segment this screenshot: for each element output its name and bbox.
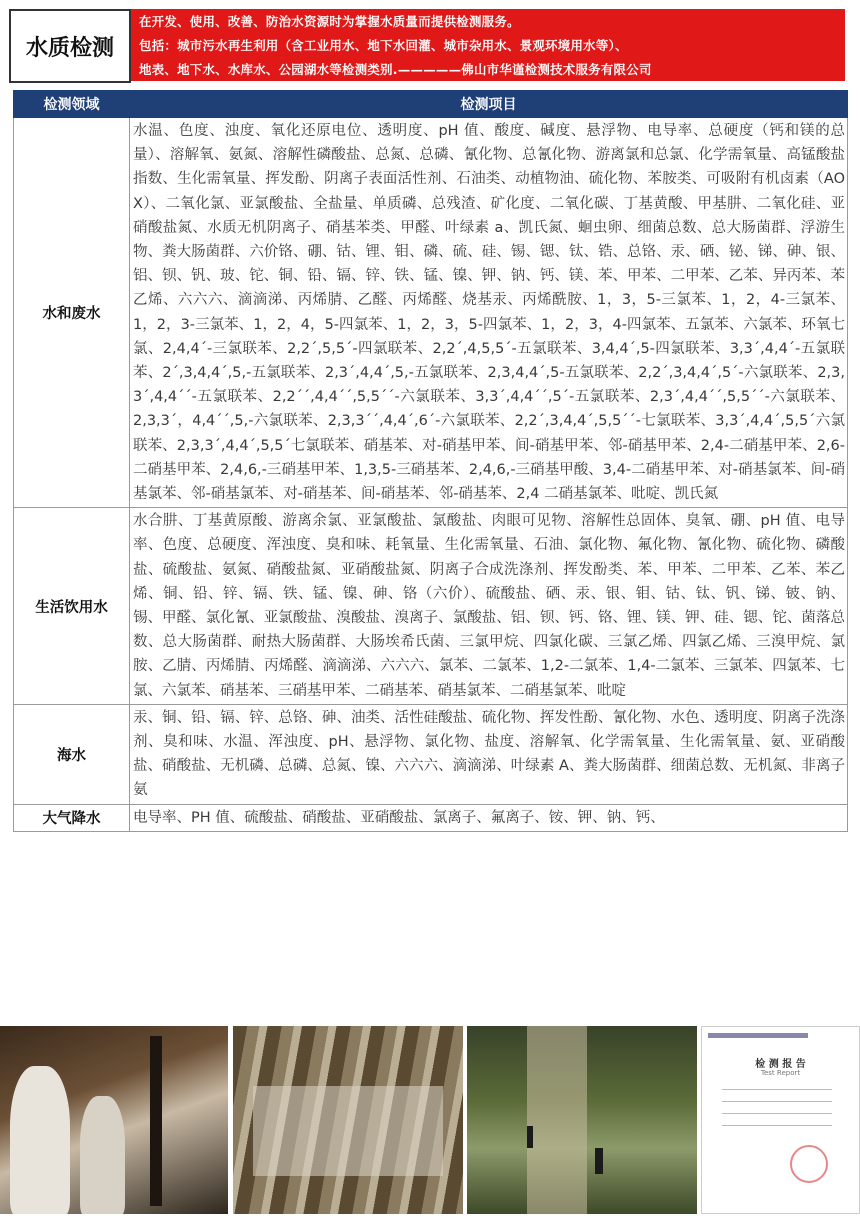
banner-line-2: 包括：城市污水再生利用（含工业用水、地下水回灌、城市杂用水、景观环境用水等）、 <box>139 38 628 53</box>
field-drinking-water: 生活饮用水 <box>14 508 130 705</box>
table-row <box>14 804 848 831</box>
table-row <box>14 704 848 804</box>
items-precipitation: 电导率、PH 值、硫酸盐、硝酸盐、亚硝酸盐、氯离子、氟离子、铵、钾、钠、钙、 <box>130 804 848 831</box>
lab-worker-figure <box>80 1096 125 1214</box>
testing-table <box>13 90 848 832</box>
report-title: 检 测 报 告 <box>755 1059 806 1070</box>
header <box>9 9 845 81</box>
table-header-row <box>14 91 848 118</box>
lab-worker-figure <box>10 1066 70 1214</box>
lab-photo <box>0 1026 228 1214</box>
banner-line-1: 在开发、使用、改善、防治水资源时为掌握水质量而提供检测服务。 <box>139 14 520 29</box>
river-stream <box>527 1026 587 1214</box>
report-subtitle: Test Report <box>760 1069 801 1077</box>
page-title: 水质检测 <box>9 9 131 83</box>
items-water-wastewater: 水温、色度、浊度、氧化还原电位、透明度、pH 值、酸度、碱度、悬浮物、电导率、总硬度（钙和镁的总量）、溶解氧、氨氮、溶解性磷酸盐、总氮、总磷、氰化物、总氰化物、游离氯和总氯、化学需氧量、高锰酸盐指数、生化需氧量、挥发酚、阴离子表面活性剂、石油类、动植物油、硫化物、苯胺类、可吸附有机卤素（AOX）、二氧化氯、亚氯酸盐、全盐量、单质磷、总残渣、矿化度、二氧化碳、丁基黄酸、甲基肼、二氧化硅、亚硝酸盐氮、水质无机阴离子、硝基苯类、甲醛、叶绿素 a、凯氏氮、蛔虫卵、细菌总数、总大肠菌群、浮游生物、粪大肠菌群、六价铬、硼、钴、锂、钼、磷、硫、硅、锡、锶、钛、锆、总铬、汞、硒、铋、锑、砷、银、铝、钡、钒、玻、铊、铜、铅、镉、锌、铁、锰、镍、钾、钠、钙、镁、苯、甲苯、二甲苯、乙苯、异丙苯、苯乙烯、六六六、滴滴涕、丙烯腈、乙醛、丙烯醛、烧基汞、丙烯酰胺、1，3，5-三氯苯、1，2，4-三氯苯、1，2，3-三氯苯、1，2，4，5-四氯苯、1，2，3，5-四氯苯、1，2，3，4-四氯苯、五氯苯、六氯苯、环氧七氯、2,4,4´-三氯联苯、2,2´,5,5´-四氯联苯、2,2´,4,5,5´-五氯联苯、3,4,4´,5-四氯联苯、3,3´,4,4´-五氯联苯、2´,3,4,4´,5,-五氯联苯、2,3´,4,4´,5,-五氯联苯、2,3,4,4´,5-五氯联苯、2,2´,3,4,4´,5´-六氯联苯、2,3,3´,4,4´´-五氯联苯、2,2´´,4,4´´,5,5´´-六氯联苯、3,3´,4,4´´,5´-五氯联苯、2,3´,4,4´´,5,5´´-六氯联苯、2,3,3´，4,4´´,5,-六氯联苯、2,3,3´´,4,4´,6´-六氯联苯、2,2´,3,4,4´,5,5´´-七氯联苯、3,3´,4,4´,5,5´六氯联苯、2,3,3´,4,4´,5,5´七氯联苯、硝基苯、对-硝基甲苯、间-硝基甲苯、邻-硝基甲苯、2,4-二硝基甲苯、2,6-二硝基甲苯、2,4,6,-三硝基甲苯、1,3,5-三硝基苯、2,4,6,-三硝基甲酸、3,4-二硝基甲苯、对-硝基氯苯、间-硝基氯苯、邻-硝基氯苯、对-硝基苯、间-硝基苯、邻-硝基苯、2,4 二硝基氯苯、吡啶、凯氏氮 <box>130 118 848 508</box>
field-seawater: 海水 <box>14 704 130 804</box>
report-logo <box>708 1033 808 1038</box>
sampler-figure <box>527 1126 533 1148</box>
table-row <box>14 508 848 705</box>
report-line <box>722 1113 832 1114</box>
river-sampling-photo <box>467 1026 697 1214</box>
items-seawater: 汞、铜、铅、镉、锌、总铬、砷、油类、活性硅酸盐、硫化物、挥发性酚、氰化物、水色、透明度、阴离子洗涤剂、臭和味、水温、浑浊度、pH、悬浮物、氯化物、盐度、溶解氧、化学需氧量、生化需氧量、氨、亚硝酸盐、硝酸盐、无机磷、总磷、总氮、镍、六六六、滴滴涕、叶绿素 A、粪大肠菌群、细菌总数、无机氮、非离子氨 <box>130 704 848 804</box>
intro-banner <box>131 9 845 81</box>
column-header-items: 检测项目 <box>130 91 848 118</box>
test-report-image <box>701 1026 860 1214</box>
report-line <box>722 1101 832 1102</box>
report-stamp <box>790 1145 828 1183</box>
lab-equipment <box>150 1036 162 1206</box>
report-line <box>722 1125 832 1126</box>
field-precipitation: 大气降水 <box>14 804 130 831</box>
report-line <box>722 1089 832 1090</box>
treatment-tank-photo <box>233 1026 463 1214</box>
column-header-field: 检测领域 <box>14 91 130 118</box>
sampler-figure <box>595 1148 603 1174</box>
banner-line-3: 地表、地下水、水库水、公园湖水等检测类别.—————佛山市华谨检测技术服务有限公司 <box>139 62 652 77</box>
items-drinking-water: 水合肼、丁基黄原酸、游离余氯、亚氯酸盐、氯酸盐、肉眼可见物、溶解性总固体、臭氧、硼、pH 值、电导率、色度、总硬度、浑浊度、臭和味、耗氧量、生化需氧量、石油、氯化物、氟化物、氰化物、硫化物、磷酸盐、硫酸盐、氨氮、硝酸盐氮、亚硝酸盐氮、阴离子合成洗涤剂、挥发酚类、苯、甲苯、二甲苯、乙苯、苯乙烯、铜、铅、锌、镉、铁、锰、镍、砷、铬（六价）、硫酸盐、硒、汞、银、钼、钴、钛、钒、锑、铍、钠、锡、甲醛、氯化氰、亚氯酸盐、溴酸盐、溴离子、氯酸盐、铝、钡、钙、铬、锂、镁、钾、硅、锶、铊、菌落总数、总大肠菌群、耐热大肠菌群、大肠埃希氏菌、三氯甲烷、四氯化碳、三氯乙烯、四氯乙烯、三溴甲烷、氯胺、乙腈、丙烯腈、丙烯醛、滴滴涕、六六六、氯苯、二氯苯、1,2-二氯苯、1,4-二氯苯、三氯苯、四氯苯、七氯、六氯苯、硝基苯、三硝基甲苯、二硝基苯、硝基氯苯、二硝基氯苯、吡啶 <box>130 508 848 705</box>
table-row <box>14 118 848 508</box>
photo-strip <box>0 1024 860 1216</box>
field-water-wastewater: 水和废水 <box>14 118 130 508</box>
tank-water <box>253 1086 443 1176</box>
